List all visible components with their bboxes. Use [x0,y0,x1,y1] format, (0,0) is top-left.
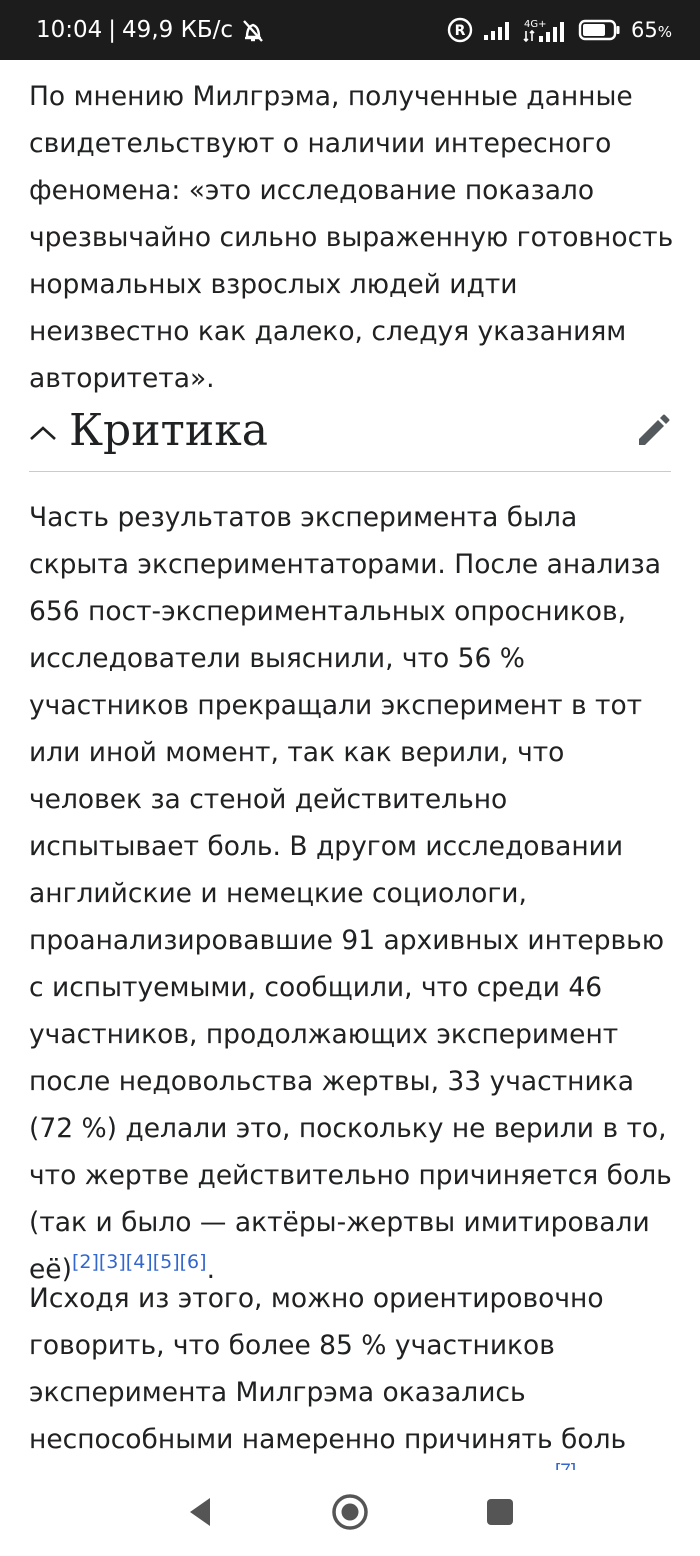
reference-link[interactable]: [3] [98,1251,126,1274]
back-triangle-icon[interactable] [180,1492,220,1532]
status-right [447,17,672,43]
section-header-critique[interactable] [29,390,671,472]
reference-list [72,1251,207,1273]
reference-link[interactable]: [2] [71,1251,99,1274]
battery-icon [579,19,621,41]
reference-link[interactable]: [6] [179,1251,207,1274]
signal-4g-icon [523,17,569,43]
recent-square-icon[interactable] [480,1492,520,1532]
critique-text: Часть результатов эксперимента была скрыта экспериментаторами. После анализа 656 пост-экспериментальных опросников, исследователи выяснили, что 56 % участников прекращали эксперимент в тот или иной момент, так как верили, что человек за стеной действительно испытывает боль. В другом исследовании английские и немецкие социологи, проанализировавшие 91 архивных интервью с испытуемыми, сообщили, что среди 46 участников, продолжающих эксперимент после недовольства жертвы, 33 участника (72 %) делали это, поскольку не верили в то, что жертве действительно причиняется боль (так и было — актёры-жертвы имитировали её) [29,502,672,1285]
conclusion-paragraph: Исходя из этого, можно ориентировочно говорить, что более 85 % участников эксперимента Милгрэма оказались неспособными намеренно причинять боль [29,1283,627,1455]
battery-percent: 65% [631,18,672,42]
intro-paragraph: По мнению Милгрэма, полученные данные свидетельствуют о наличии интересного феномена: «это исследование показало чрезвычайно сильно выраженную готовность нормальных взрослых людей идти неизвестно как далеко, следуя указаниям авторитета». [29,81,674,394]
reference-link[interactable]: [5] [152,1251,180,1274]
critique-paragraph [29,494,675,1293]
status-left [36,17,267,43]
signal-icon [483,19,513,41]
home-circle-icon[interactable] [330,1492,370,1532]
svg-text:R: R [454,23,466,39]
status-bar [0,0,700,60]
alarm-off-icon [239,17,267,43]
reference-link[interactable]: [4] [125,1251,153,1274]
status-speed: 49,9 КБ/с [122,17,234,43]
pencil-icon[interactable] [635,413,671,449]
registered-icon [447,17,473,43]
network-type-label: 4G+ [524,19,547,30]
chevron-up-icon[interactable] [29,417,61,449]
status-separator: | [108,17,117,43]
status-time: 10:04 [36,17,103,43]
critique-end: . [206,1254,215,1285]
section-title: Критика [69,404,268,456]
